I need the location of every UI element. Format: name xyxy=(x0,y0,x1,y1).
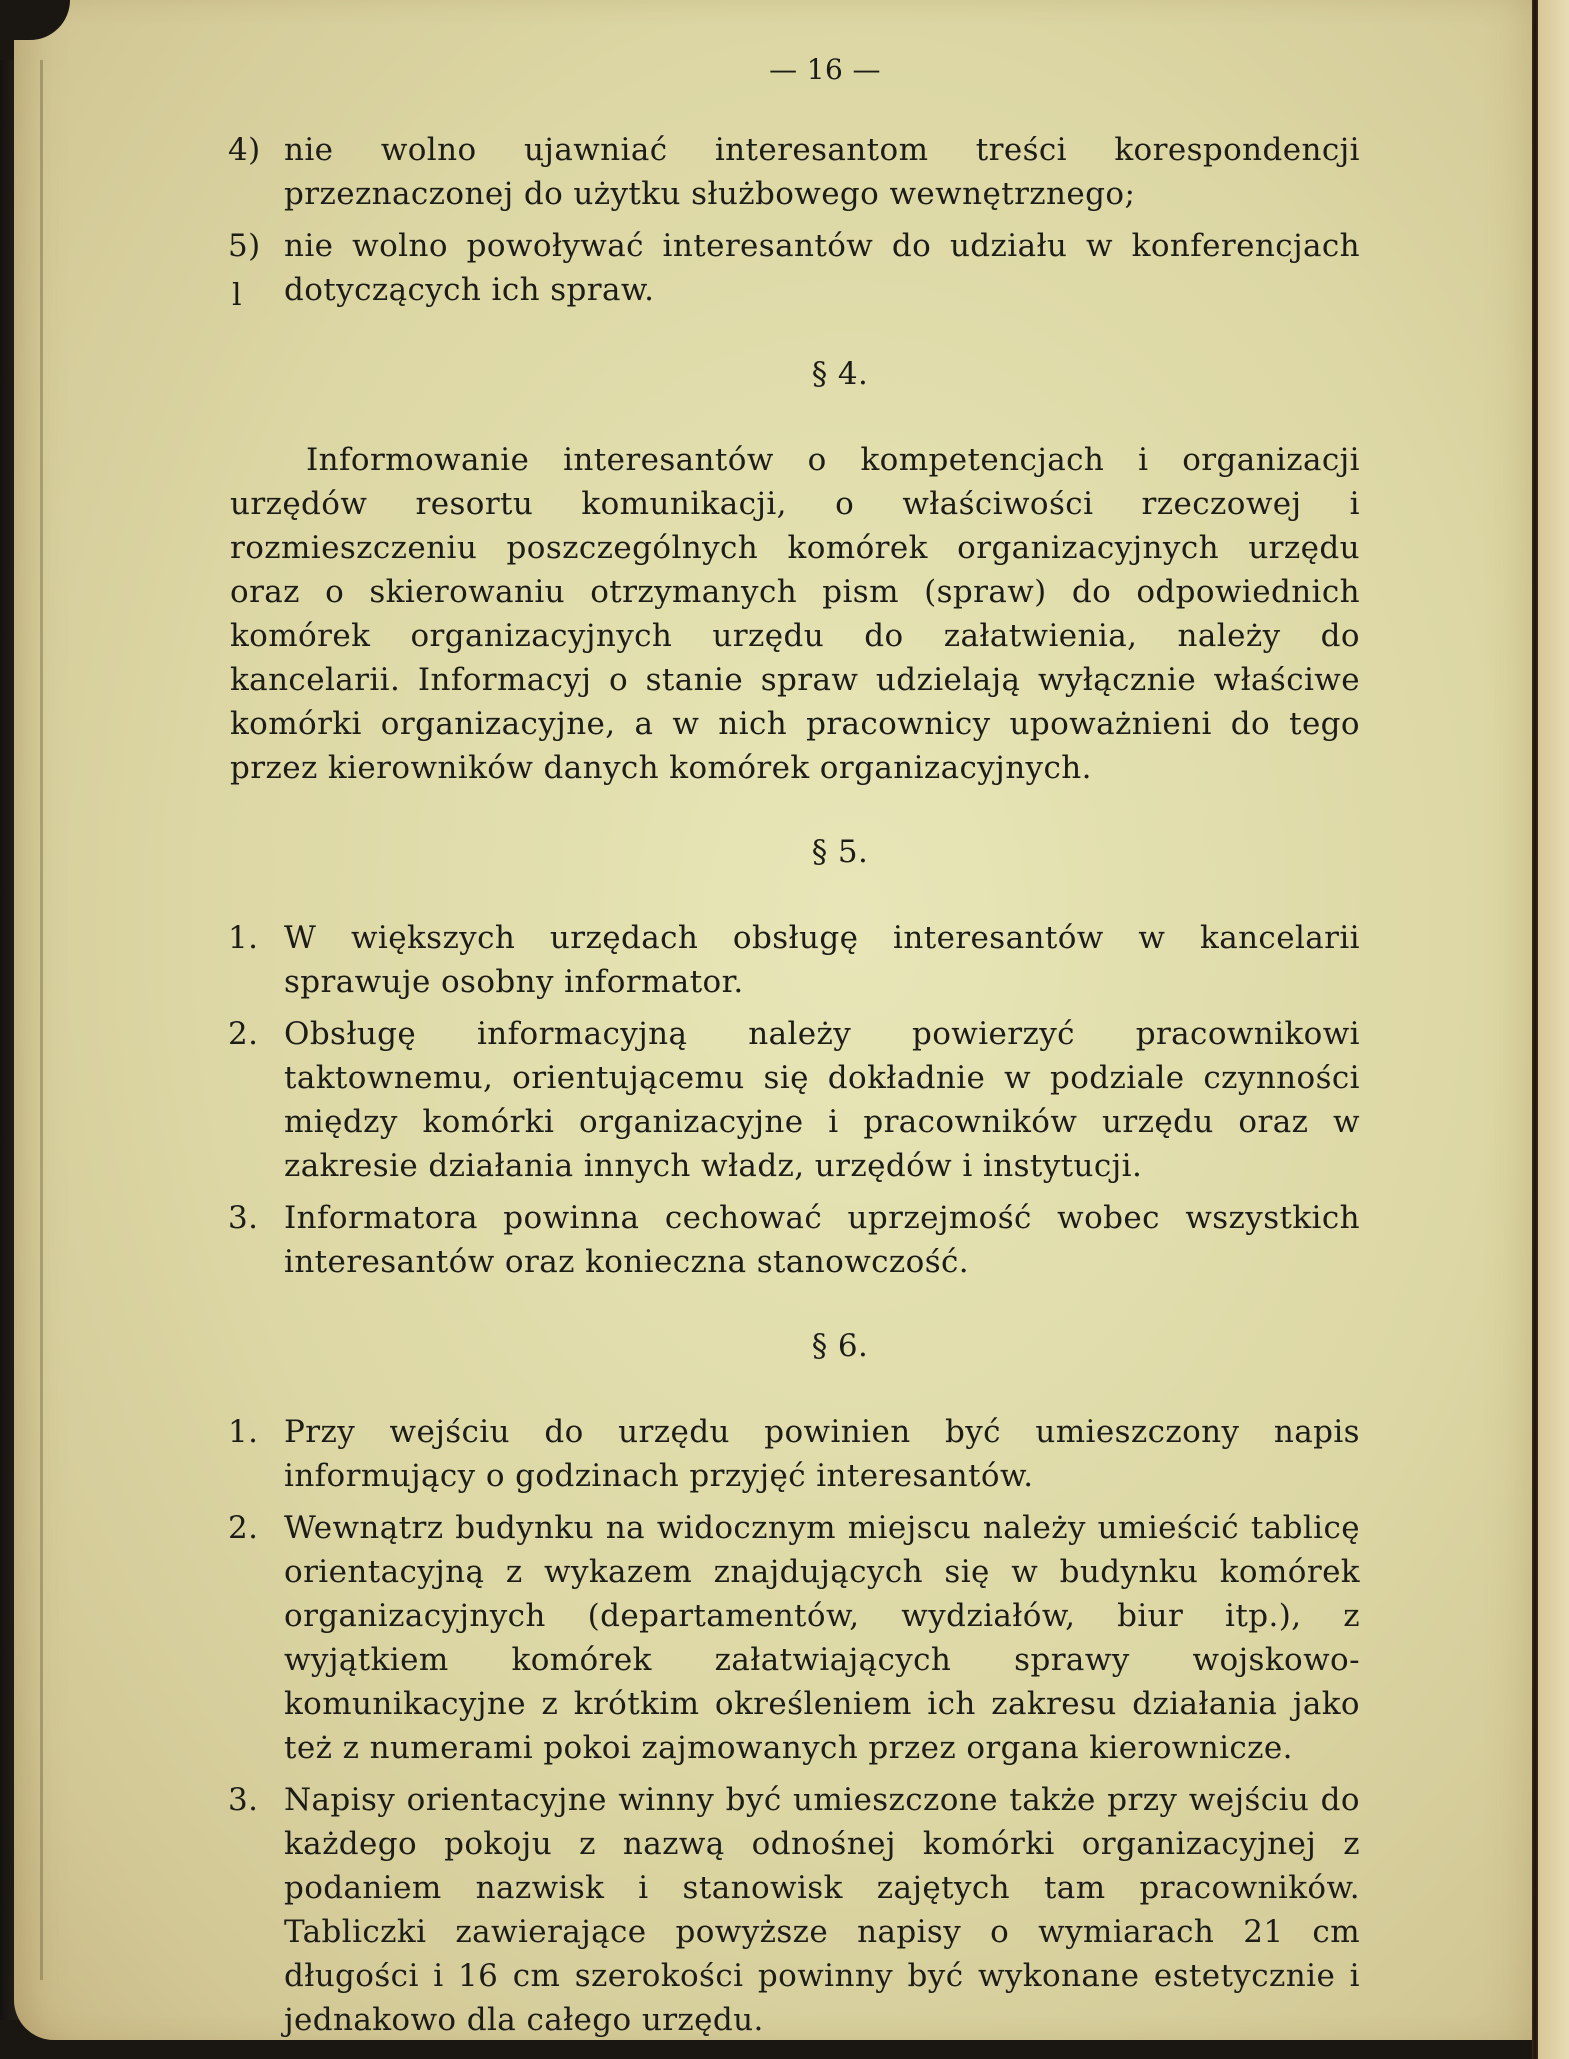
section-5-list xyxy=(228,916,1360,1284)
intro-list xyxy=(228,128,1360,312)
item-number: 4) xyxy=(228,132,261,168)
item-text: nie wolno ujawniać interesantom treści korespondencji przeznaczonej do użytku służbowego wewnętrznego; xyxy=(284,132,1360,212)
item-number: 1. xyxy=(228,920,259,956)
item-text: Napisy orientacyjne winny być umieszczone także przy wejściu do każdego pokoju z nazwą odnośnej komórki organizacyjnej z podaniem nazwisk i stanowisk zajętych tam pracowników. Tabliczki zawierające powyższe napisy o wymiarach 21 cm długości i 16 cm szerokości powinny być wykonane estetycznie i jednakowo dla całego urzędu. xyxy=(284,1782,1360,2038)
list-item xyxy=(228,1196,1360,1284)
section-heading-4: § 4. xyxy=(811,356,869,392)
list-item xyxy=(228,224,1360,312)
list-item xyxy=(228,1778,1360,2042)
section-heading-5: § 5. xyxy=(811,834,869,870)
item-text: nie wolno powoływać interesantów do udziału w konferencjach dotyczących ich spraw. xyxy=(284,228,1360,308)
margin-mark: l xyxy=(232,278,242,313)
item-number: 5) xyxy=(228,228,261,264)
item-number: 2. xyxy=(228,1510,259,1546)
item-number: 3. xyxy=(228,1782,259,1818)
list-item xyxy=(228,1410,1360,1498)
item-text: W większych urzędach obsługę interesantów w kancelarii sprawuje osobny informator. xyxy=(284,920,1360,1000)
page-content xyxy=(230,48,1360,2050)
item-number: 2. xyxy=(228,1016,259,1052)
item-text: Wewnątrz budynku na widocznym miejscu należy umieścić tablicę orientacyjną z wykazem znajdujących się w budynku komórek organizacyjnych (departamentów, wydziałów, biur itp.), z wyjątkiem komórek załatwiających sprawy wojskowo-komunikacyjne z krótkim określeniem ich zakresu działania jako też z numerami pokoi zajmowanych przez organa kierownicze. xyxy=(284,1510,1360,1766)
item-text: Informatora powinna cechować uprzejmość wobec wszystkich interesantów oraz konieczna stanowczość. xyxy=(284,1200,1360,1280)
section-6-list xyxy=(228,1410,1360,2042)
list-item xyxy=(228,1506,1360,1770)
item-text: Przy wejściu do urzędu powinien być umieszczony napis informujący o godzinach przyjęć interesantów. xyxy=(284,1414,1360,1494)
list-item xyxy=(228,128,1360,216)
item-number: 1. xyxy=(228,1414,259,1450)
section-4-paragraph: Informowanie interesantów o kompetencjach i organizacji urzędów resortu komunikacji, o właściwości rzeczowej i rozmieszczeniu poszczególnych komórek organizacyjnych urzędu oraz o skierowaniu otrzymanych pism (spraw) do odpowiednich komórek organizacyjnych urzędu do załatwienia, należy do kancelarii. Informacyj o stanie spraw udzielają wyłącznie właściwe komórki organizacyjne, a w nich pracownicy upoważnieni do tego przez kierowników danych komórek organizacyjnych. xyxy=(230,442,1360,786)
list-item xyxy=(228,916,1360,1004)
list-item xyxy=(228,1012,1360,1188)
item-text: Obsługę informacyjną należy powierzyć pracownikowi taktownemu, orientującemu się dokładnie w podziale czynności między komórki organizacyjne i pracowników urzędu oraz w zakresie działania innych władz, urzędów i instytucji. xyxy=(284,1016,1360,1184)
next-page-edge xyxy=(1538,0,1569,2059)
page-fold-line xyxy=(40,60,43,1980)
page-number: — 16 — xyxy=(769,53,881,86)
section-heading-6: § 6. xyxy=(811,1328,869,1364)
item-number: 3. xyxy=(228,1200,259,1236)
